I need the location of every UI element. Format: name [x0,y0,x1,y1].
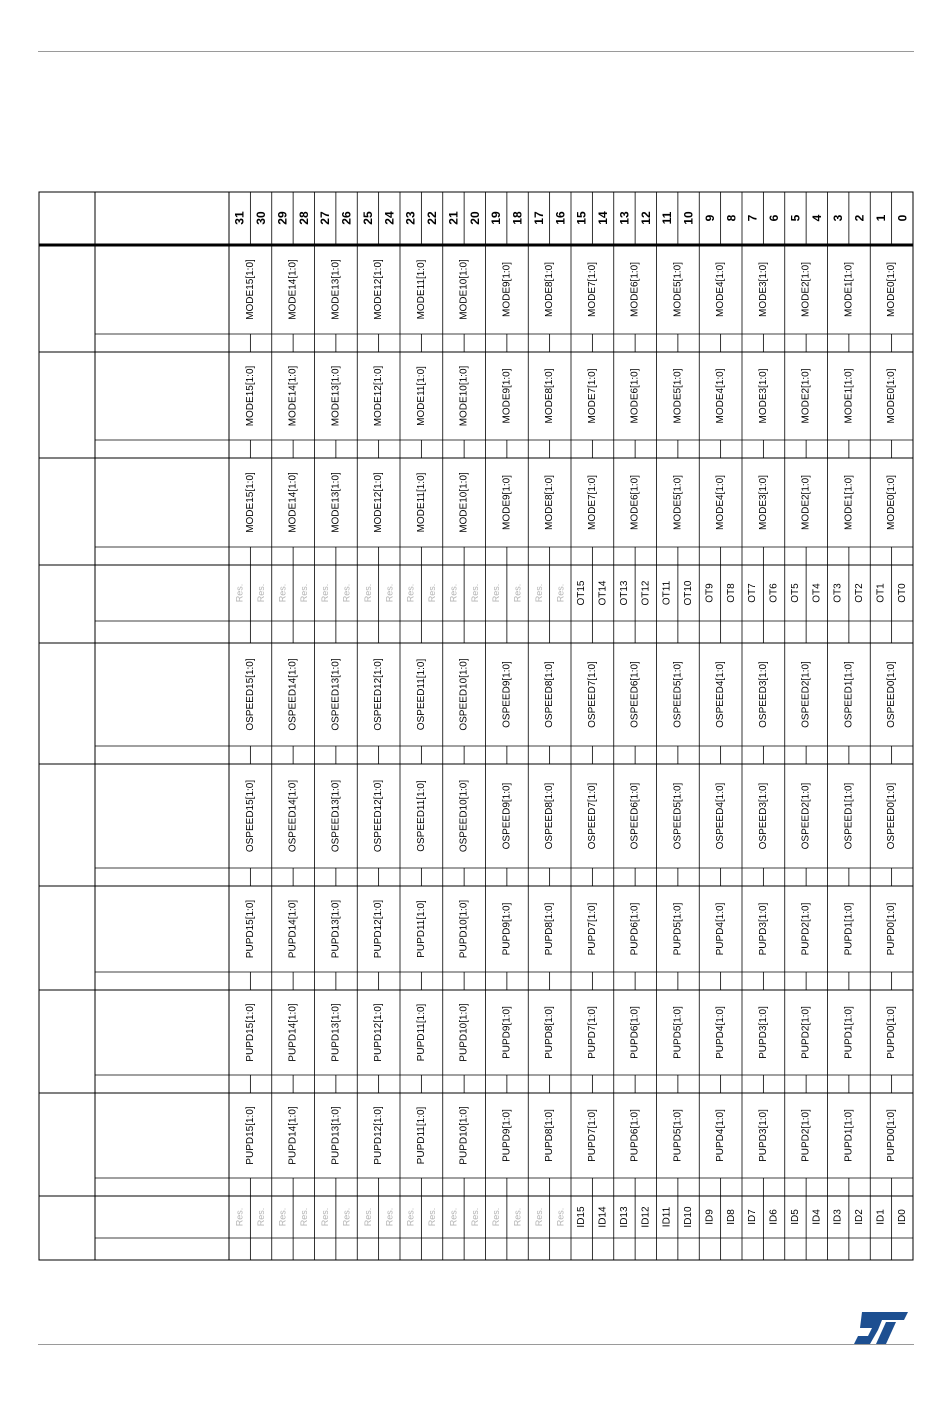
register-field: MODE15[1:0] [244,259,256,320]
register-field: MODE8[1:0] [544,368,556,424]
register-field: MODE9[1:0] [501,474,513,531]
register-field: PUPD14[1:0] [287,899,299,959]
bit-number: 22 [425,211,440,225]
register-field: MODE4[1:0] [715,368,727,424]
reserved-field: Res. [277,1207,288,1227]
register-field: PUPD13[1:0] [330,1003,342,1062]
reserved-field: Res. [405,1207,416,1227]
register-field: OSPEED8[1:0] [544,661,556,728]
bit-number: 28 [296,211,311,225]
reserved-field: Res. [427,1207,438,1227]
register-field: MODE14[1:0] [287,259,299,320]
register-field: PUPD7[1:0] [586,1006,598,1059]
bit-number: 17 [531,211,546,225]
register-field: MODE11[1:0] [415,472,427,533]
register-field: MODE14[1:0] [287,472,299,533]
bit-number: 29 [275,211,290,225]
reserved-field: Res. [555,583,566,603]
register-field: MODE12[1:0] [373,472,385,533]
register-field: MODE7[1:0] [586,368,598,424]
register-field: MODE12[1:0] [373,259,385,320]
reserved-field: Res. [234,583,245,603]
bit-number: 24 [382,211,397,225]
bit-number: 21 [446,211,461,225]
reserved-field: Res. [384,1207,395,1227]
reserved-field: Res. [277,583,288,603]
register-field: OSPEED5[1:0] [672,661,684,728]
register-field: OT14 [597,580,609,606]
register-field: MODE10[1:0] [458,259,470,320]
register-field: ID15 [576,1206,588,1228]
register-field: ID4 [811,1209,823,1225]
register-field: OSPEED7[1:0] [586,782,598,850]
bit-number: 26 [339,211,354,225]
register-field: PUPD5[1:0] [672,1109,684,1162]
register-field: MODE15[1:0] [244,365,256,427]
bit-number: 11 [660,211,675,225]
bit-number: 6 [767,214,782,222]
register-field: OSPEED9[1:0] [501,782,513,850]
register-field: OT3 [832,583,844,603]
bit-number: 0 [895,214,910,222]
bit-number: 10 [681,211,696,225]
register-field: PUPD10[1:0] [458,1003,470,1062]
register-field: PUPD11[1:0] [415,1106,427,1165]
register-field: ID1 [875,1209,887,1225]
bit-number: 23 [403,211,418,225]
register-field: PUPD6[1:0] [629,1109,641,1162]
reserved-field: Res. [427,583,438,603]
bit-number: 13 [617,211,632,225]
register-field: MODE7[1:0] [586,474,598,531]
register-field: OT5 [789,583,801,603]
register-field: PUPD15[1:0] [244,1106,256,1165]
st-logo-icon [852,1310,910,1346]
bit-number: 5 [788,214,803,222]
register-field: OT9 [704,583,716,603]
register-field: PUPD3[1:0] [757,902,769,956]
register-field: MODE15[1:0] [244,472,256,533]
reserved-field: Res. [448,583,459,603]
register-field: OT11 [661,580,673,606]
register-field: MODE12[1:0] [373,365,385,427]
register-field: OSPEED11[1:0] [415,658,427,731]
register-field: MODE11[1:0] [415,366,427,426]
register-field: MODE0[1:0] [886,368,898,424]
register-field: ID6 [768,1209,780,1225]
register-field: MODE9[1:0] [501,261,513,318]
register-field: OSPEED11[1:0] [415,780,427,852]
bit-number: 30 [254,211,269,225]
register-field: PUPD4[1:0] [715,902,727,956]
register-field: PUPD12[1:0] [373,899,385,959]
register-field: OT6 [768,583,780,603]
register-field: PUPD5[1:0] [672,902,684,956]
register-field: ID0 [896,1209,908,1225]
register-field: OSPEED14[1:0] [287,779,299,853]
register-field: PUPD7[1:0] [586,902,598,956]
register-field: PUPD14[1:0] [287,1106,299,1165]
register-field: PUPD8[1:0] [544,902,556,956]
register-field: OSPEED4[1:0] [715,782,727,850]
register-field: OSPEED15[1:0] [244,779,256,853]
register-field: MODE2[1:0] [800,368,812,424]
reserved-field: Res. [469,583,480,603]
register-field: ID5 [789,1209,801,1225]
register-field: OSPEED6[1:0] [629,782,641,850]
reserved-field: Res. [320,583,331,603]
register-field: MODE6[1:0] [629,474,641,531]
bit-number: 18 [510,211,525,225]
reserved-field: Res. [512,583,523,603]
register-field: PUPD5[1:0] [672,1006,684,1059]
reserved-field: Res. [341,1207,352,1227]
register-field: PUPD3[1:0] [757,1109,769,1162]
register-field: PUPD10[1:0] [458,1106,470,1165]
register-field: OSPEED0[1:0] [886,661,898,728]
register-field: OSPEED9[1:0] [501,661,513,728]
register-field: ID3 [832,1209,844,1225]
register-field: MODE4[1:0] [715,474,727,531]
bit-number: 19 [489,211,504,225]
register-field: PUPD9[1:0] [501,1006,513,1059]
bit-number: 25 [360,211,375,225]
reserved-field: Res. [512,1207,523,1227]
reserved-field: Res. [491,583,502,603]
register-field: PUPD11[1:0] [415,1003,427,1062]
register-field: MODE6[1:0] [629,368,641,424]
bit-number: 7 [745,214,760,222]
register-field: PUPD9[1:0] [501,1109,513,1162]
register-field: ID12 [640,1206,652,1228]
register-field: PUPD15[1:0] [244,1003,256,1062]
register-field: MODE13[1:0] [330,259,342,320]
register-field: ID11 [661,1206,673,1228]
reserved-field: Res. [491,1207,502,1227]
register-field: MODE2[1:0] [800,474,812,531]
register-field: OSPEED12[1:0] [373,658,385,731]
register-field: MODE13[1:0] [330,472,342,533]
bit-number: 3 [831,214,846,222]
register-field: MODE5[1:0] [672,368,684,424]
register-field: MODE11[1:0] [415,259,427,320]
register-field: OSPEED15[1:0] [244,658,256,731]
register-field: OT0 [896,583,908,603]
register-field: OT4 [811,583,823,603]
register-field: MODE3[1:0] [757,474,769,531]
bit-number: 1 [873,214,888,222]
bit-number: 4 [809,214,824,222]
reserved-field: Res. [234,1207,245,1227]
register-field: OT1 [875,583,887,603]
bit-number: 20 [467,211,482,225]
register-field: MODE2[1:0] [800,261,812,318]
reserved-field: Res. [341,583,352,603]
register-field: PUPD10[1:0] [458,899,470,959]
register-field: ID14 [597,1206,609,1228]
register-field: PUPD13[1:0] [330,899,342,959]
register-field: PUPD4[1:0] [715,1006,727,1059]
register-field: MODE6[1:0] [629,261,641,318]
register-field: OSPEED14[1:0] [287,658,299,731]
bit-number: 12 [638,211,653,225]
register-field: MODE7[1:0] [586,261,598,318]
bit-number: 2 [852,214,867,222]
reserved-field: Res. [384,583,395,603]
register-field: ID2 [854,1209,866,1225]
register-field: PUPD15[1:0] [244,899,256,959]
register-field: MODE10[1:0] [458,472,470,533]
register-field: MODE5[1:0] [672,474,684,531]
register-field: PUPD11[1:0] [415,900,427,958]
register-field: ID7 [747,1209,759,1225]
register-field: PUPD1[1:0] [843,1109,855,1162]
register-field: OSPEED13[1:0] [330,658,342,731]
register-field: PUPD8[1:0] [544,1006,556,1059]
register-field: OSPEED8[1:0] [544,782,556,850]
register-field: MODE5[1:0] [672,261,684,318]
register-field: PUPD7[1:0] [586,1109,598,1162]
reserved-field: Res. [320,1207,331,1227]
reserved-field: Res. [298,583,309,603]
register-field: ID9 [704,1209,716,1225]
register-field: PUPD2[1:0] [800,1109,812,1162]
register-field: OSPEED10[1:0] [458,779,470,853]
register-field: OSPEED1[1:0] [843,661,855,728]
bit-number: 8 [724,214,739,222]
register-field: OSPEED4[1:0] [715,661,727,728]
register-field: OSPEED3[1:0] [757,782,769,850]
reserved-field: Res. [256,1207,267,1227]
register-field: OSPEED3[1:0] [757,661,769,728]
register-field: PUPD12[1:0] [373,1106,385,1165]
register-field: PUPD12[1:0] [373,1003,385,1062]
reserved-field: Res. [469,1207,480,1227]
register-field: MODE0[1:0] [886,261,898,318]
register-field: OSPEED10[1:0] [458,658,470,731]
reserved-field: Res. [362,1207,373,1227]
register-field: OSPEED12[1:0] [373,779,385,853]
register-field: PUPD13[1:0] [330,1106,342,1165]
register-field: OSPEED0[1:0] [886,782,898,850]
register-field: OT15 [576,580,588,606]
register-field: MODE10[1:0] [458,365,470,427]
bit-number: 27 [318,211,333,225]
reserved-field: Res. [405,583,416,603]
register-field: MODE13[1:0] [330,365,342,427]
reserved-field: Res. [533,1207,544,1227]
reserved-field: Res. [362,583,373,603]
register-field: PUPD2[1:0] [800,1006,812,1059]
register-field: PUPD2[1:0] [800,902,812,956]
register-field: OT13 [618,580,630,606]
register-field: PUPD14[1:0] [287,1003,299,1062]
reserved-field: Res. [533,583,544,603]
bit-number: 9 [702,214,717,222]
register-field: OSPEED1[1:0] [843,782,855,850]
register-field: MODE3[1:0] [757,261,769,318]
reserved-field: Res. [298,1207,309,1227]
register-field: PUPD6[1:0] [629,902,641,956]
reserved-field: Res. [448,1207,459,1227]
register-field: ID13 [618,1206,630,1228]
register-field: MODE8[1:0] [544,261,556,318]
register-field: OT10 [683,580,695,606]
register-field: ID8 [725,1209,737,1225]
register-field: OT8 [725,583,737,603]
register-field: OSPEED2[1:0] [800,661,812,728]
bit-number: 14 [596,211,611,225]
register-field: OT12 [640,580,652,606]
register-field: PUPD9[1:0] [501,902,513,956]
register-field: PUPD3[1:0] [757,1006,769,1059]
register-field: OSPEED7[1:0] [586,661,598,728]
register-field: MODE0[1:0] [886,474,898,531]
register-field: OSPEED2[1:0] [800,782,812,850]
register-field: MODE9[1:0] [501,368,513,424]
reserved-field: Res. [256,583,267,603]
register-field: MODE8[1:0] [544,474,556,531]
register-field: PUPD8[1:0] [544,1109,556,1162]
register-field: PUPD6[1:0] [629,1006,641,1059]
bit-number: 15 [574,211,589,225]
register-field: MODE14[1:0] [287,365,299,427]
register-field: PUPD1[1:0] [843,1006,855,1059]
register-field: OT2 [854,583,866,603]
register-field: OSPEED5[1:0] [672,782,684,850]
register-field: PUPD1[1:0] [843,902,855,956]
register-field: PUPD0[1:0] [886,1109,898,1162]
register-field: MODE4[1:0] [715,261,727,318]
register-field: MODE3[1:0] [757,368,769,424]
register-field: PUPD4[1:0] [715,1109,727,1162]
bit-number: 16 [553,211,568,225]
register-field: MODE1[1:0] [843,368,855,424]
register-field: PUPD0[1:0] [886,902,898,956]
reserved-field: Res. [555,1207,566,1227]
register-field: PUPD0[1:0] [886,1006,898,1059]
bit-number: 31 [232,211,247,225]
register-field: OSPEED6[1:0] [629,661,641,728]
register-field: OSPEED13[1:0] [330,779,342,853]
register-field: OT7 [747,583,759,603]
register-field: MODE1[1:0] [843,474,855,531]
register-field: ID10 [683,1206,695,1228]
register-field: MODE1[1:0] [843,261,855,318]
